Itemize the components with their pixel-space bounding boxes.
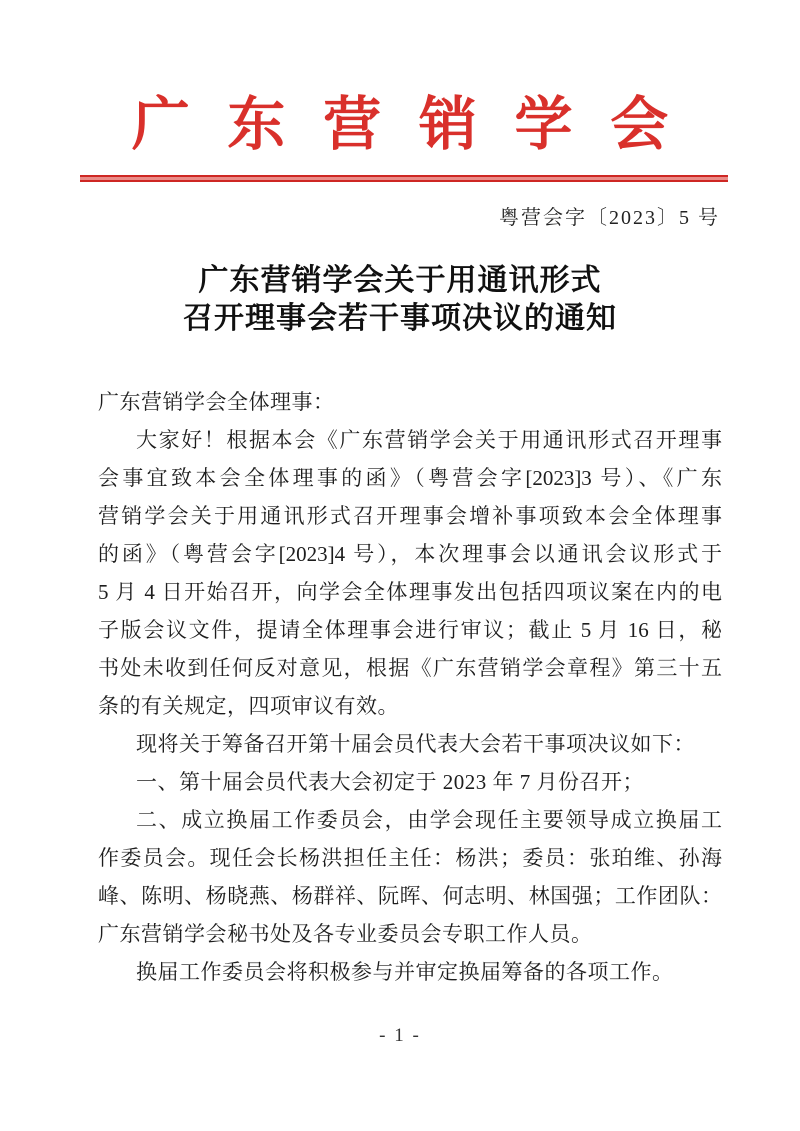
body-line: 5 月 4 日开始召开，向学会全体理事发出包括四项议案在内的电: [98, 580, 722, 604]
body-line: 广东营销学会全体理事：: [98, 390, 335, 414]
body-line: 营销学会关于用通讯形式召开理事会增补事项致本会全体理事: [98, 504, 722, 528]
document-title: [0, 262, 800, 338]
letterhead-divider-rule: [80, 175, 728, 182]
body-line: 作委员会。现任会长杨洪担任主任：杨洪；委员：张珀维、孙海: [98, 846, 722, 870]
body-line: 现将关于筹备召开第十届会员代表大会若干事项决议如下：: [136, 732, 695, 756]
document-title-line1: 广东营销学会关于用通讯形式: [198, 264, 602, 297]
letterhead-org-name: 广东营销学会: [131, 92, 706, 157]
document-body: [98, 383, 722, 991]
body-line: 换届工作委员会将积极参与并审定换届筹备的各项工作。: [136, 960, 674, 984]
body-line: 的函》（粤营会字[2023]4 号），本次理事会以通讯会议形式于: [98, 542, 722, 566]
body-line: 会事宜致本会全体理事的函》（粤营会字[2023]3 号）、《广东: [98, 466, 722, 490]
body-line: 一、第十届会员代表大会初定于 2023 年 7 月份召开；: [136, 770, 644, 794]
body-line: 书处未收到任何反对意见，根据《广东营销学会章程》第三十五: [98, 656, 722, 680]
document-title-line2: 召开理事会若干事项决议的通知: [183, 302, 617, 335]
doc-reference-number: 粤营会字〔2023〕5 号: [499, 207, 720, 229]
body-line: 子版会议文件，提请全体理事会进行审议；截止 5 月 16 日，秘: [98, 618, 722, 642]
body-line: 大家好！根据本会《广东营销学会关于用通讯形式召开理事: [136, 428, 722, 452]
page-number: - 1 -: [379, 1025, 421, 1046]
body-line: 峰、陈明、杨晓燕、杨群祥、阮晖、何志明、林国强；工作团队：: [98, 884, 722, 908]
body-line: 二、成立换届工作委员会，由学会现任主要领导成立换届工: [136, 808, 722, 832]
body-line: 条的有关规定，四项审议有效。: [98, 694, 399, 718]
body-line: 广东营销学会秘书处及各专业委员会专职工作人员。: [98, 922, 593, 946]
